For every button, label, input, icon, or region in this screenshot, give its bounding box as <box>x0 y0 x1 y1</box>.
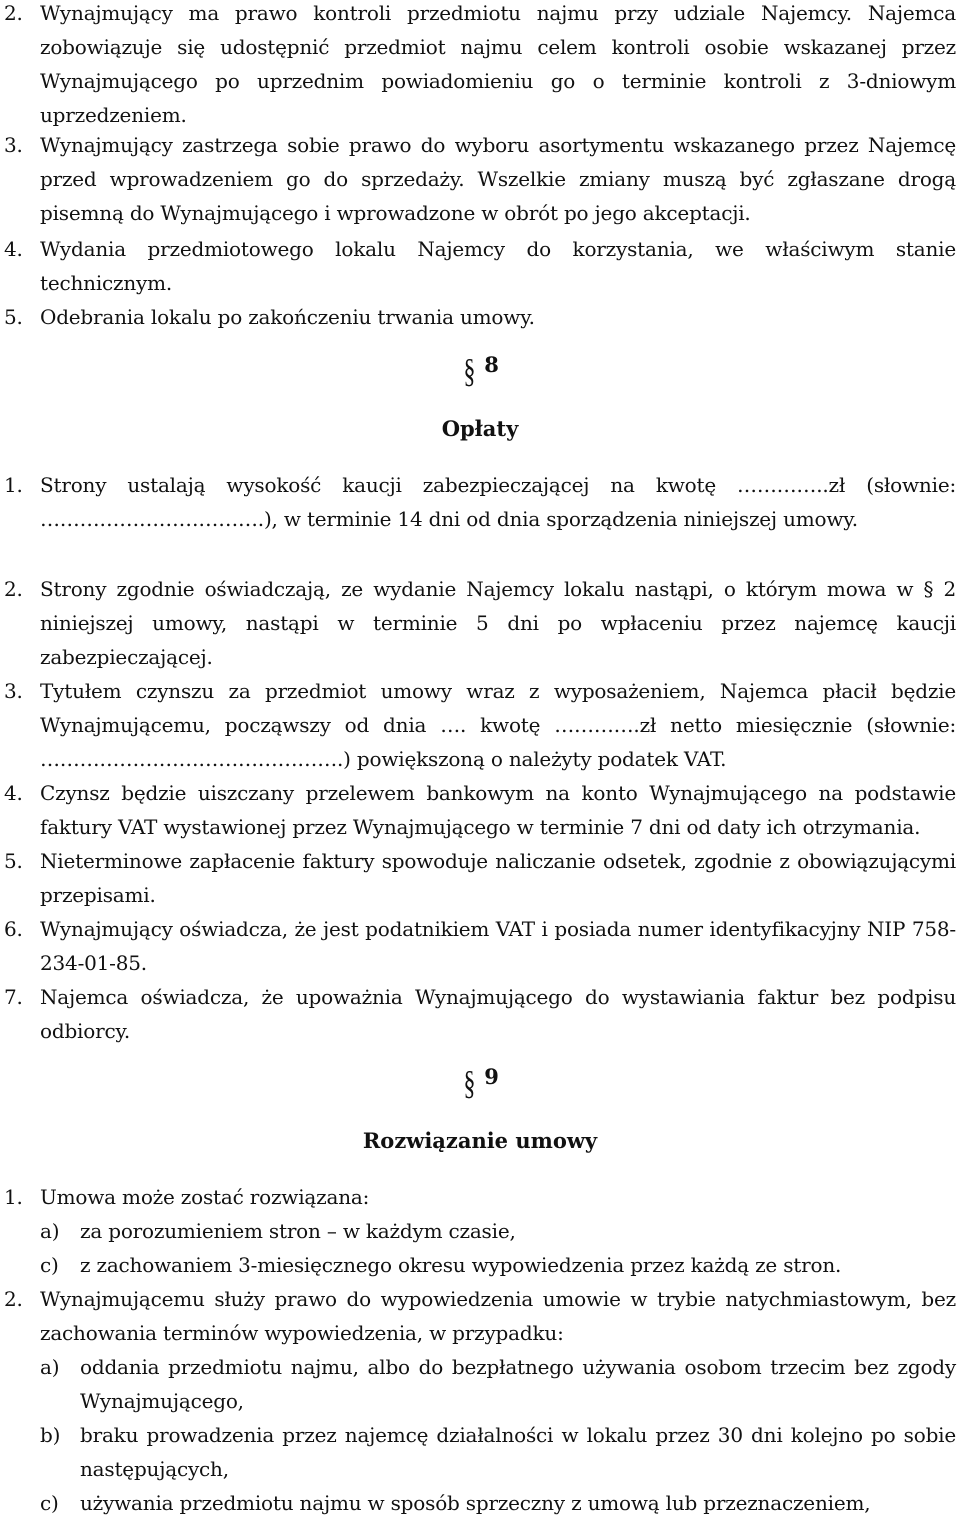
item-text: Strony ustalają wysokość kaucji zabezpieczającej na kwotę …………..zł (słownie: …………………………….), w terminie 14 dni od dnia sporządzenia niniejszej umowy. <box>40 473 956 531</box>
item-text: Wynajmujący ma prawo kontroli przedmiotu najmu przy udziale Najemcy. Najemca zobowiązuje się udostępnić przedmiot najmu celem kontroli osobie wskazanej przez Wynajmującego po uprzednim powiadomieniu go o terminie kontroli z 3-dniowym uprzedzeniem. <box>40 1 956 127</box>
item-text: Tytułem czynszu za przedmiot umowy wraz z wyposażeniem, Najemca płacił będzie Wynajmującemu, począwszy od dnia …. kwotę ………….zł netto miesięcznie (słownie: ……………………………………….) powiększoną o należyty podatek VAT. <box>40 679 956 771</box>
item-number: 5. <box>4 305 23 329</box>
item-text: Najemca oświadcza, że upoważnia Wynajmującego do wystawiania faktur bez podpisu odbiorcy. <box>40 985 956 1043</box>
section-number: 8 <box>484 352 499 377</box>
sub-item-text: oddania przedmiotu najmu, albo do bezpłatnego używania osobom trzecim bez zgody Wynajmującego, <box>80 1355 956 1413</box>
sub-list-item <box>0 1418 956 1486</box>
list-item <box>0 674 956 776</box>
section-symbol: § <box>463 353 476 390</box>
item-text: Wydania przedmiotowego lokalu Najemcy do korzystania, we właściwym stanie technicznym. <box>40 237 956 295</box>
item-number: 1. <box>4 473 23 497</box>
item-number: 2. <box>4 1287 23 1311</box>
section-heading <box>0 1064 960 1104</box>
item-number: 4. <box>4 237 23 261</box>
list-item <box>0 844 956 912</box>
item-text: Wynajmujący zastrzega sobie prawo do wyboru asortymentu wskazanego przez Najemcę przed wprowadzeniem go do sprzedaży. Wszelkie zmiany muszą być zgłaszane drogą pisemną do Wynajmującego i wprowadzone w obrót po jego akceptacji. <box>40 133 956 225</box>
item-number: 5. <box>4 849 23 873</box>
list-item <box>0 300 956 334</box>
sub-list-item <box>0 1486 956 1520</box>
section-heading <box>0 352 960 392</box>
list-item <box>0 0 956 132</box>
sub-item-text: używania przedmiotu najmu w sposób sprzeczny z umową lub przeznaczeniem, <box>80 1491 871 1515</box>
list-item <box>0 1282 956 1350</box>
section-symbol: § <box>463 1065 476 1102</box>
item-number: 4. <box>4 781 23 805</box>
list-item <box>0 776 956 844</box>
item-number: 6. <box>4 917 23 941</box>
item-text: Strony zgodnie oświadczają, ze wydanie Najemcy lokalu nastąpi, o którym mowa w § 2 niniejszej umowy, nastąpi w terminie 5 dni po wpłaceniu przez najemcę kaucji zabezpieczającej. <box>40 577 956 669</box>
sub-item-letter: c) <box>40 1491 59 1515</box>
list-item <box>0 912 956 980</box>
list-item <box>0 572 956 674</box>
item-text: Czynsz będzie uiszczany przelewem bankowym na konto Wynajmującego na podstawie faktury VAT wystawionej przez Wynajmującego w terminie 7 dni od daty ich otrzymania. <box>40 781 956 839</box>
item-text: Wynajmującemu służy prawo do wypowiedzenia umowie w trybie natychmiastowym, bez zachowania terminów wypowiedzenia, w przypadku: <box>40 1287 956 1345</box>
section-number: 9 <box>484 1064 499 1089</box>
section-title: Opłaty <box>441 416 519 441</box>
item-text: Odebrania lokalu po zakończeniu trwania umowy. <box>40 305 535 329</box>
item-number: 2. <box>4 577 23 601</box>
sub-item-letter: c) <box>40 1253 59 1277</box>
item-number: 3. <box>4 133 23 157</box>
sub-list-item <box>0 1214 956 1248</box>
item-text: Nieterminowe zapłacenie faktury spowoduje naliczanie odsetek, zgodnie z obowiązującymi przepisami. <box>40 849 956 907</box>
section-title: Rozwiązanie umowy <box>362 1128 598 1153</box>
list-item <box>0 232 956 300</box>
item-number: 1. <box>4 1185 23 1209</box>
item-number: 7. <box>4 985 23 1009</box>
item-number: 2. <box>4 1 23 25</box>
item-number: 3. <box>4 679 23 703</box>
list-item <box>0 468 956 536</box>
item-text: Wynajmujący oświadcza, że jest podatnikiem VAT i posiada numer identyfikacyjny NIP 758-234-01-85. <box>40 917 956 975</box>
sub-item-letter: a) <box>40 1219 60 1243</box>
list-item <box>0 1180 956 1214</box>
sub-item-letter: a) <box>40 1355 60 1379</box>
sub-item-text: z zachowaniem 3-miesięcznego okresu wypowiedzenia przez każdą ze stron. <box>80 1253 842 1277</box>
list-item <box>0 128 956 230</box>
list-item <box>0 980 956 1048</box>
item-text: Umowa może zostać rozwiązana: <box>40 1185 370 1209</box>
sub-item-text: za porozumieniem stron – w każdym czasie, <box>80 1219 516 1243</box>
sub-list-item <box>0 1350 956 1418</box>
sub-item-text: braku prowadzenia przez najemcę działalności w lokalu przez 30 dni kolejno po sobie następujących, <box>80 1423 956 1481</box>
sub-item-letter: b) <box>40 1423 61 1447</box>
sub-list-item <box>0 1248 956 1282</box>
